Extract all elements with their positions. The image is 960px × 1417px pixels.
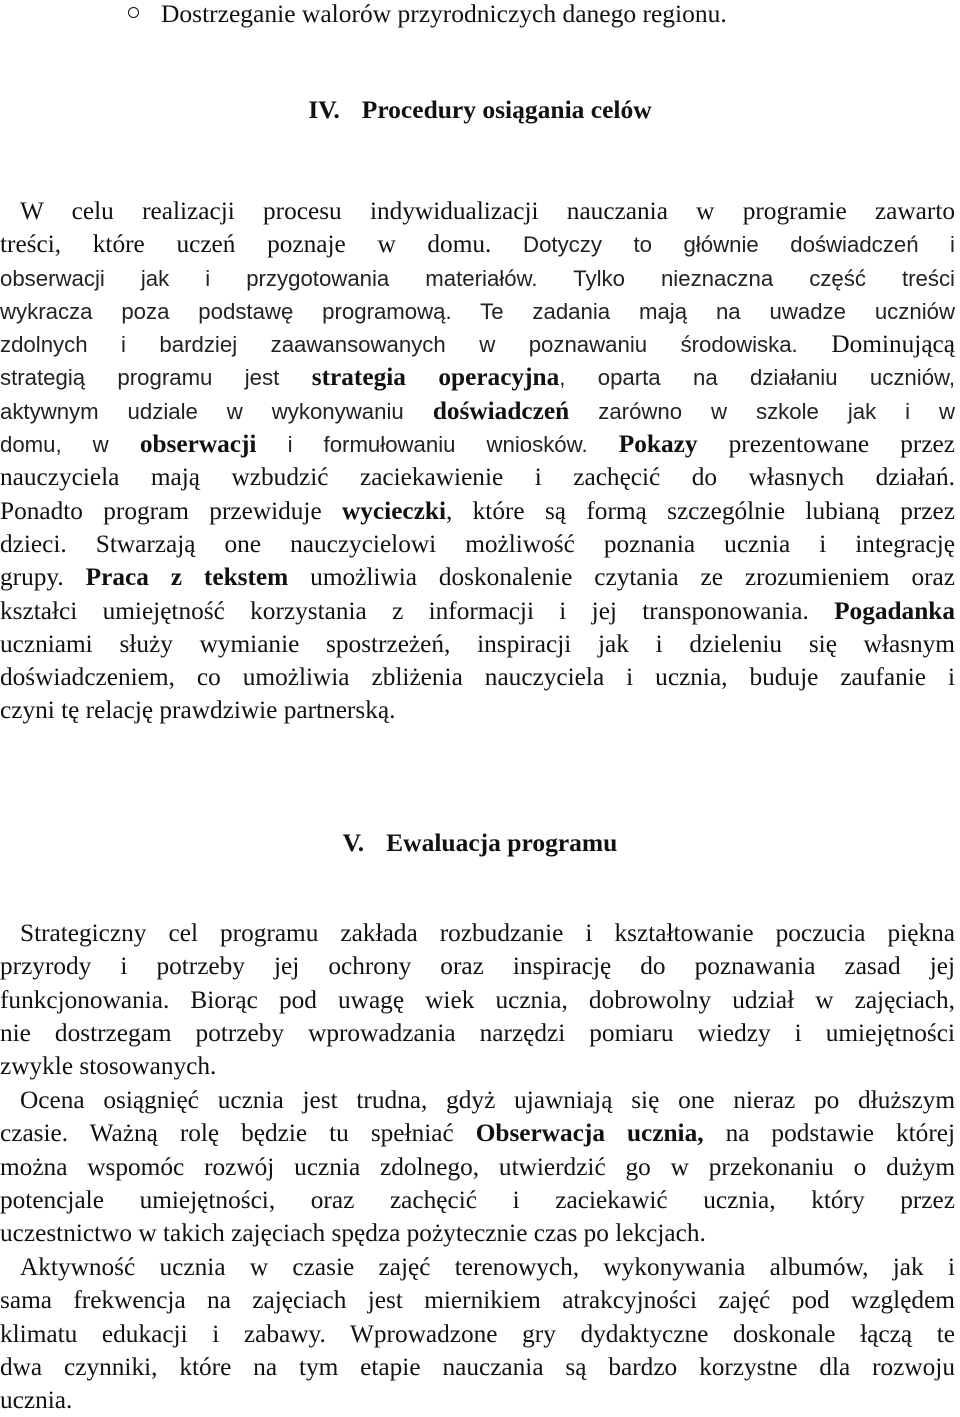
- bold-term: Obserwacja ucznia,: [475, 1119, 704, 1148]
- text-line: Ponadto program przewiduje wycieczki, które są formą szczególnie lubianą przez: [0, 496, 955, 525]
- text-line: aktywnym udziale w wykonywaniu doświadczeń zarówno w szkole jak i w: [0, 396, 955, 425]
- text-line: treści, które uczeń poznaje w domu. Dotyczy to głównie doświadczeń i: [0, 230, 955, 259]
- bullet-item: [128, 0, 727, 32]
- text-line: potencjale umiejętności, oraz zachęcić i zaciekawić ucznia, który przez: [0, 1185, 955, 1214]
- text-line: klimatu edukacji i zabawy. Wprowadzone gry dydaktyczne doskonale łączą te: [0, 1319, 955, 1348]
- text-line: dwa czynniki, które na tym etapie nauczania są bardzo korzystne dla rozwoju: [0, 1352, 955, 1381]
- bold-term: doświadczeń: [432, 396, 570, 425]
- bold-term: strategia operacyjna: [311, 363, 560, 392]
- text-line: kształci umiejętność korzystania z informacji i jej transponowania. Pogadanka: [0, 596, 955, 625]
- bold-term: wycieczki: [342, 496, 446, 525]
- text-line: uczniami służy wymianie spostrzeżeń, inspiracji jak i dzieleniu się własnym: [0, 629, 955, 658]
- text-line: wykracza poza podstawę programową. Te zadania mają na uwadze uczniów: [0, 298, 955, 324]
- text-line: dzieci. Stwarzają one nauczycielowi możliwość poznania ucznia i integrację: [0, 529, 955, 558]
- text-line: nie dostrzegam potrzeby wprowadzania narzędzi pomiaru wiedzy i umiejętności: [0, 1018, 955, 1047]
- text-line: można wspomóc rozwój ucznia zdolnego, utwierdzić go w przekonaniu o dużym: [0, 1152, 955, 1181]
- section-title: Ewaluacja programu: [386, 828, 618, 857]
- paragraph-evaluation-1: [0, 917, 955, 1083]
- text-line: Strategiczny cel programu zakłada rozbudzanie i kształtowanie poczucia piękna: [20, 919, 955, 947]
- bold-term: Pokazy: [618, 430, 698, 459]
- text-line: doświadczeniem, co umożliwia zbliżenia nauczyciela i ucznia, buduje zaufanie i: [0, 663, 955, 692]
- text-line: przyrody i potrzeby jej ochrony oraz inspirację do poznawania zasad jej: [0, 952, 955, 981]
- section-number: IV.: [308, 95, 340, 124]
- text-line: czasie. Ważną rolę będzie tu spełniać Obserwacja ucznia, na podstawie której: [0, 1119, 956, 1148]
- text-line: obserwacji jak i przygotowania materiałów. Tylko nieznaczna część treści: [0, 265, 955, 291]
- bullet-icon: [128, 7, 139, 18]
- section-heading-iv: [0, 92, 960, 128]
- text-line: strategią programu jest strategia operacyjna, oparta na działaniu uczniów,: [0, 363, 956, 392]
- text-line: zdolnych i bardziej zaawansowanych w poznawaniu środowiska. Dominującą: [0, 330, 956, 359]
- text-line: funkcjonowania. Biorąc pod uwagę wiek ucznia, dobrowolny udział w zajęciach,: [0, 985, 955, 1014]
- text-line: sama frekwencja na zajęciach jest miernikiem atrakcyjności zajęć pod względem: [0, 1286, 955, 1315]
- bold-term: obserwacji: [139, 430, 257, 459]
- text-line: zwykle stosowanych.: [0, 1052, 217, 1081]
- text-line: W celu realizacji procesu indywidualizacji nauczania w programie zawarto: [20, 197, 955, 225]
- bold-term: Pogadanka: [834, 596, 955, 625]
- text-line: ucznia.: [0, 1386, 73, 1415]
- text-line: nauczyciela mają wzbudzić zaciekawienie i zachęcić do własnych działań.: [0, 463, 955, 492]
- text-line: domu, w obserwacji i formułowaniu wniosków. Pokazy prezentowane przez: [0, 430, 956, 459]
- paragraph-evaluation-2: [0, 1084, 955, 1250]
- paragraph-evaluation-3: [0, 1251, 955, 1417]
- section-number: V.: [342, 828, 365, 857]
- section-heading-v: [0, 825, 960, 861]
- text-line: czyni tę relację prawdziwie partnerską.: [0, 696, 396, 725]
- text-line: Aktywność ucznia w czasie zajęć terenowych, wykonywania albumów, jak i: [20, 1253, 955, 1281]
- section-title: Procedury osiągania celów: [361, 95, 652, 124]
- bold-term: Praca z tekstem: [85, 563, 289, 592]
- text-line: uczestnictwo w takich zajęciach spędza pożytecznie czas po lekcjach.: [0, 1219, 706, 1248]
- text-line: Ocena osiągnięć ucznia jest trudna, gdyż ujawniają się one nieraz po dłuższym: [20, 1086, 955, 1114]
- bullet-text: Dostrzeganie walorów przyrodniczych danego regionu.: [161, 0, 727, 28]
- text-line: grupy. Praca z tekstem umożliwia doskonalenie czytania ze zrozumieniem oraz: [0, 563, 956, 592]
- paragraph-procedures: [0, 195, 955, 728]
